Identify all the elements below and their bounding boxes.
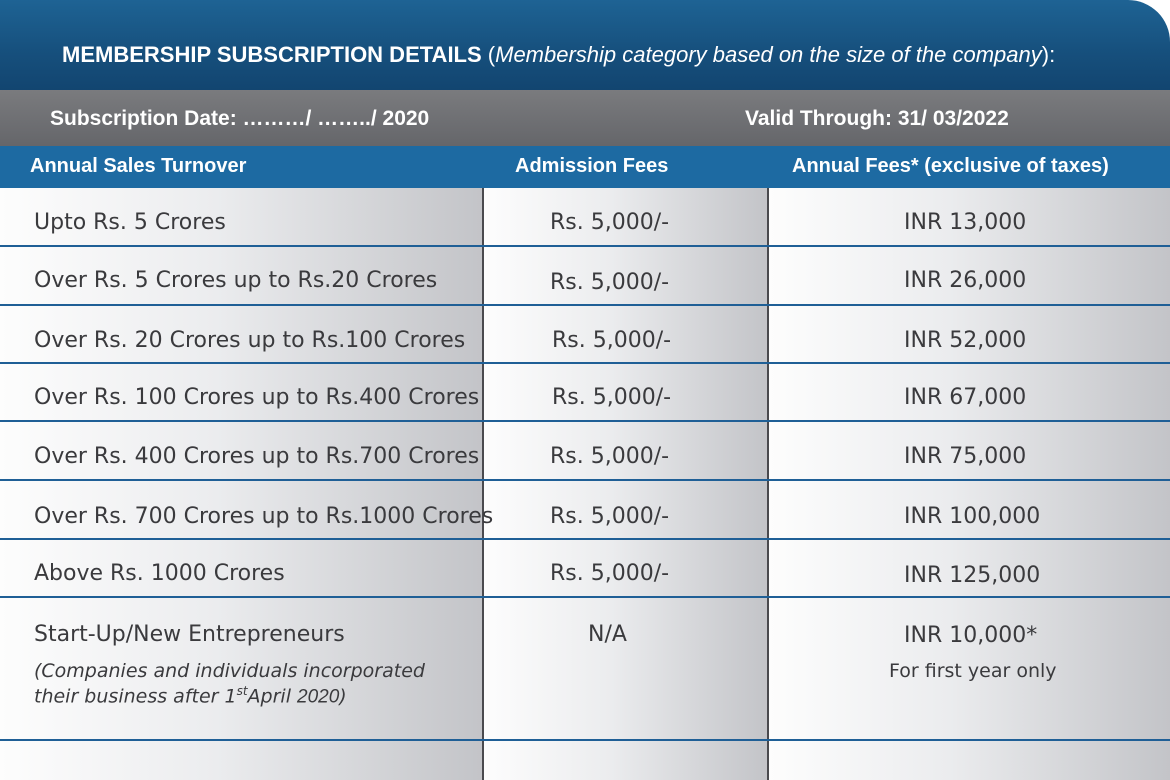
row-divider	[0, 420, 1170, 422]
startup-note-close: )	[339, 685, 347, 708]
table-row-4-sales: Over Rs. 100 Crores up to Rs.400 Crores	[34, 385, 480, 410]
table-row-2-sales: Over Rs. 5 Crores up to Rs.20 Crores	[34, 268, 438, 293]
table-row-3-admission: Rs. 5,000/-	[552, 328, 672, 353]
startup-note-text: their business after 1	[34, 685, 237, 708]
column-header-admission: Admission Fees	[515, 155, 669, 177]
row-divider	[0, 479, 1170, 481]
table-row-5-admission: Rs. 5,000/-	[550, 444, 670, 469]
valid-through-date: Valid Through: 31/ 03/2022	[745, 107, 1009, 130]
table-row-5-annual: INR 75,000	[904, 444, 1027, 469]
row-divider	[0, 304, 1170, 306]
fees-table	[0, 188, 1170, 780]
row-divider	[0, 596, 1170, 598]
table-row-7-sales: Above Rs. 1000 Crores	[34, 561, 285, 586]
table-row-3-sales: Over Rs. 20 Crores up to Rs.100 Crores	[34, 328, 466, 353]
startup-annual-note: For first year only	[889, 660, 1057, 682]
table-row-startup-annual: INR 10,000*	[904, 623, 1038, 648]
table-row-5-sales: Over Rs. 400 Crores up to Rs.700 Crores	[34, 444, 480, 469]
table-row-1-sales: Upto Rs. 5 Crores	[34, 210, 226, 235]
column-header-annual: Annual Fees* (exclusive of taxes)	[792, 155, 1109, 177]
table-row-2-admission: Rs. 5,000/-	[550, 270, 670, 295]
table-row-6-admission: Rs. 5,000/-	[550, 504, 670, 529]
startup-note-line-1: (Companies and individuals incorporated	[34, 660, 425, 682]
column-header-sales: Annual Sales Turnover	[30, 155, 247, 177]
table-row-7-admission: Rs. 5,000/-	[550, 561, 670, 586]
subscription-date: Subscription Date: ………/ ……../ 2020	[50, 107, 430, 130]
startup-note-month: April	[247, 685, 298, 708]
table-row-4-admission: Rs. 5,000/-	[552, 385, 672, 410]
row-divider	[0, 362, 1170, 364]
column-divider	[482, 188, 484, 780]
row-divider	[0, 739, 1170, 741]
table-row-3-annual: INR 52,000	[904, 328, 1027, 353]
row-divider	[0, 245, 1170, 247]
column-divider	[767, 188, 769, 780]
date-bar	[0, 90, 1170, 146]
table-row-startup-sales: Start-Up/New Entrepreneurs	[34, 622, 345, 647]
table-row-1-admission: Rs. 5,000/-	[550, 210, 670, 235]
table-row-6-annual: INR 100,000	[904, 504, 1041, 529]
table-row-6-sales: Over Rs. 700 Crores up to Rs.1000 Crores	[34, 504, 494, 529]
title-italic: Membership category based on the size of the company	[495, 42, 1042, 67]
row-divider	[0, 538, 1170, 540]
table-row-7-annual: INR 125,000	[904, 563, 1041, 588]
title-bold: MEMBERSHIP SUBSCRIPTION DETAILS	[62, 42, 482, 67]
table-header	[0, 146, 1170, 190]
startup-note-line-2	[34, 684, 347, 708]
page-title	[62, 42, 1055, 68]
table-row-4-annual: INR 67,000	[904, 385, 1027, 410]
startup-note-superscript: st	[236, 684, 248, 698]
table-row-2-annual: INR 26,000	[904, 268, 1027, 293]
table-row-startup-admission: N/A	[588, 622, 627, 647]
title-bar	[0, 0, 1170, 90]
title-open-paren: (	[481, 42, 496, 67]
startup-note-year: 2020	[297, 686, 340, 708]
title-close-paren: ):	[1041, 42, 1056, 67]
table-row-1-annual: INR 13,000	[904, 210, 1027, 235]
